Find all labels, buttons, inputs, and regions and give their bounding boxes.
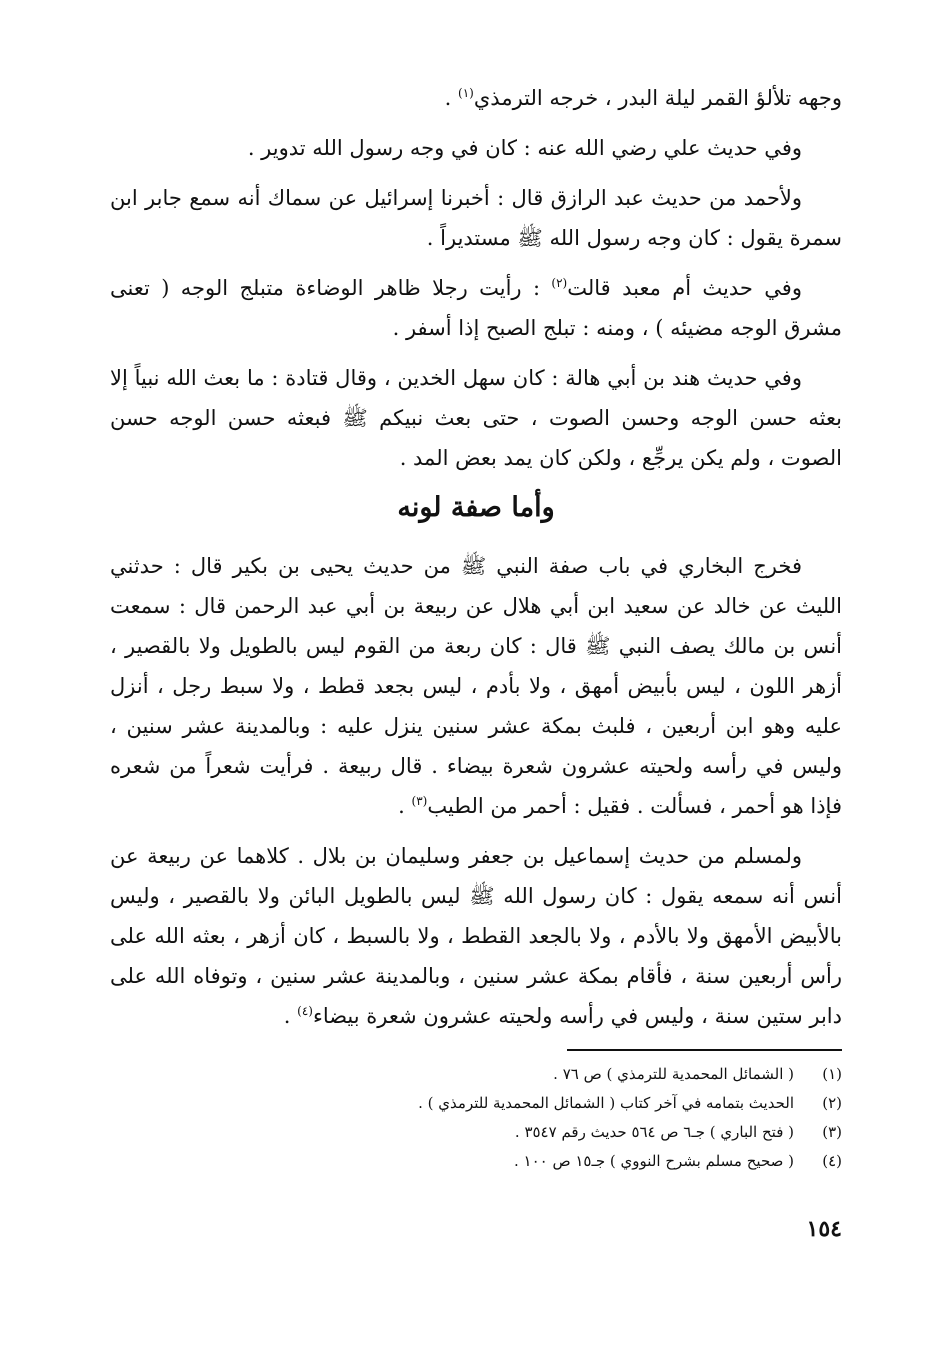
- section-heading: وأما صفة لونه: [397, 492, 555, 523]
- footnote-ref: (٤): [297, 1004, 313, 1018]
- main-text: [110, 78, 842, 1046]
- footnote-ref: (١): [458, 86, 474, 100]
- paragraph: ولمسلم من حديث إسماعيل بن جعفر وسليمان بن بلال . كلاهما عن ربيعة عن أنس أنه سمعه يقول : كان رسول الله ﷺ ليس بالطويل البائن ولا بالقصير ، وليس بالأبيض الأمهق ولا بالأدم ، ولا بالجعد القطط ، ولا بالسبط ، كان أزهر ، بعثه الله على رأس أربعين سنة ، فأقام بمكة عشر سنين ، وبالمدينة عشر سنين ، وتوفاه الله على دابر ستين سنة ، وليس في رأسه ولحيته عشرون شعرة بيضاء$^{(٤)}$ .: [110, 844, 842, 1028]
- footnotes: [110, 1060, 842, 1176]
- footnote: [110, 1147, 842, 1176]
- paragraph: وفي حديث علي رضي الله عنه : كان في وجه رسول الله تدوير .: [247, 136, 802, 160]
- footnote-text: ( صحيح مسلم بشرح النووي ) جـ١٥ ص ١٠٠ .: [513, 1152, 794, 1170]
- footnote-ref: (٢): [551, 276, 568, 290]
- footnote-ref: (٣): [411, 794, 428, 808]
- footnote-number: (٤): [822, 1152, 842, 1170]
- footnote-divider: [567, 1049, 842, 1051]
- footnote: [110, 1089, 842, 1118]
- footnote-text: الحديث بتمامه في آخر كتاب ( الشمائل المحمدية للترمذي ) .: [418, 1094, 794, 1112]
- footnote-text: ( فتح الباري ) جـ٦ ص ٥٦٤ حديث رقم ٣٥٤٧ .: [514, 1123, 794, 1141]
- page-number: ١٥٤: [806, 1216, 842, 1242]
- paragraph: فخرج البخاري في باب صفة النبي ﷺ من حديث يحيى بن بكير قال : حدثني الليث عن خالد عن سعيد ابن أبي هلال عن ربيعة بن أبي عبد الرحمن قال : سمعت أنس بن مالك يصف النبي ﷺ قال : كان ربعة من القوم ليس بالطويل ولا بالقصير ، أزهر اللون ، ليس بأبيض أمهق ، ولا بأدم ، ليس بجعد قطط ، ولا سبط رجل ، أنزل عليه وهو ابن أربعين ، فلبث بمكة عشر سنين ينزل عليه : وبالمدينة عشر سنين ، وليس في رأسه ولحيته عشرون شعرة بيضاء . قال ربيعة . فرأيت شعراً من شعره فإذا هو أحمر ، فسألت . فقيل : أحمر من الطيب$^{(٣)}$ .: [110, 554, 842, 818]
- paragraph: وفي حديث أم معبد قالت$^{(٢)}$ : رأيت رجلا ظاهر الوضاءة متبلج الوجه ( تعنى مشرق الوجه مضيئه ) ، ومنه : تبلج الصبح إذا أسفر .: [110, 276, 842, 340]
- paragraph: وفي حديث هند بن أبي هالة : كان سهل الخدين ، وقال قتادة : ما بعث الله نبياً إلا بعثه حسن الوجه وحسن الصوت ، حتى بعث نبيكم ﷺ فبعثه حسن الوجه حسن الصوت ، ولم يكن يرجِّع ، ولكن كان يمد بعض المد .: [110, 366, 842, 470]
- paragraph: ولأحمد من حديث عبد الرازق قال : أخبرنا إسرائيل عن سماك أنه سمع جابر ابن سمرة يقول : كان وجه رسول الله ﷺ مستديراً .: [110, 186, 842, 250]
- footnote-number: (٢): [822, 1094, 842, 1112]
- footnote: [110, 1118, 842, 1147]
- footnote-number: (١): [822, 1065, 842, 1083]
- footnote-number: (٣): [822, 1123, 842, 1141]
- footnote: [110, 1060, 842, 1089]
- footnote-text: ( الشمائل المحمدية للترمذي ) ص ٧٦ .: [553, 1065, 794, 1083]
- paragraph: وجهه تلألؤ القمر ليلة البدر ، خرجه الترمذي$^{(١)}$ .: [444, 86, 842, 110]
